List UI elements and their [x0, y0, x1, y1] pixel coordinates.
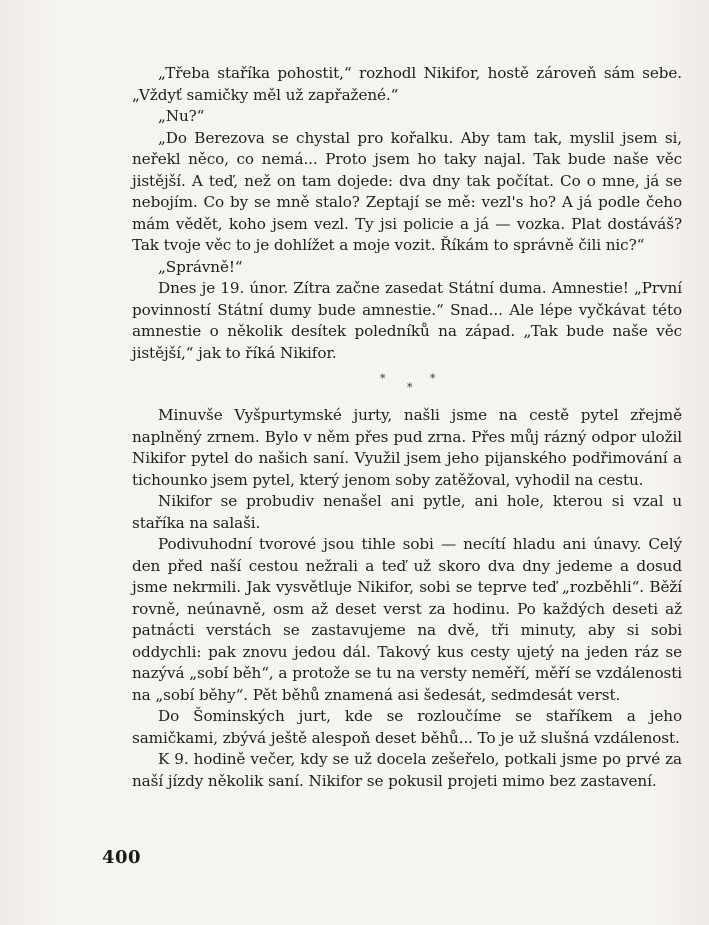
page-number: 400	[102, 847, 142, 868]
paragraph: „Správně!“	[158, 257, 243, 276]
paragraph: K 9. hodině večer, kdy se už docela zešeřelo, potkali jsme po prvé za naší jízdy několik saní. Nikifor se pokusil projeti mimo bez zastavení.	[132, 750, 682, 790]
separator-asterisk: *	[430, 372, 436, 385]
paragraph: Podivuhodní tvorové jsou tihle sobi — necítí hladu ani únavy. Celý den před naší cestou nežrali a teď už skoro dva dny jedeme a dosud jsme nekrmili. Jak vysvětluje Nikifor, sobi se teprve teď „rozběhli“. Běží rovně, neúnavně, osm až deset verst za hodinu. Po každých deseti až patnácti verstách se zastavujeme na dvě, tři minuty, aby si sobi oddychli: pak znovu jedou dál. Takový kus cesty ujetý na jeden ráz se nazývá „sobí běh“, a protože se tu na versty neměří, měří se vzdálenosti na „sobí běhy“. Pět běhů znamená asi šedesát, sedmdesát verst.	[132, 535, 682, 704]
paragraph: Nikifor se probudiv nenašel ani pytle, ani hole, kterou si vzal u staříka na salaši.	[132, 492, 682, 532]
paragraph: „Třeba staříka pohostit,“ rozhodl Nikifor, hostě zároveň sám sebe. „Vždyť samičky měl už zapřažené.“	[132, 64, 682, 104]
section-separator	[372, 372, 442, 392]
paragraph: „Do Berezova se chystal pro kořalku. Aby tam tak, myslil jsem si, neřekl něco, co nemá... Proto jsem ho taky najal. Tak bude naše věc jistější. A teď, než on tam dojede: dva dny tak počítat. Co o mne, já se nebojím. Co by se mně stalo? Zeptají se mě: vezl's ho? A já podle čeho mám vědět, koho jsem vezl. Ty jsi policie a já — vozka. Plat dostáváš? Tak tvoje věc to je dohlížet a moje vozit. Říkám to správně čili nic?“	[132, 128, 682, 254]
text-block-top	[132, 63, 682, 364]
paragraph: Minuvše Vyšpurtymské jurty, našli jsme na cestě pytel zřejmě naplněný zrnem. Bylo v něm přes pud zrna. Přes můj rázný odpor uložil Nikifor pytel do našich saní. Využil jsem jeho pijanského podřimování a tichounko jsem pytel, který jenom soby zatěžoval, vyhodil na cestu.	[132, 406, 682, 489]
paragraph: Dnes je 19. únor. Zítra začne zasedat Státní duma. Amnestie! „První povinností Státní dumy bude amnestie.“ Snad... Ale lépe vyčkávat této amnestie o několik desítek poledníků na západ. „Tak bude naše věc jistější,“ jak to říká Nikifor.	[132, 279, 682, 362]
separator-asterisk: *	[407, 381, 413, 394]
paragraph: Do Šominských jurt, kde se rozloučíme se staříkem a jeho samičkami, zbývá ještě alespoň deset běhů... To je už slušná vzdálenost.	[132, 707, 682, 747]
text-block-bottom	[132, 405, 682, 792]
paragraph: „Nu?“	[158, 107, 205, 125]
separator-asterisk: *	[380, 372, 386, 385]
